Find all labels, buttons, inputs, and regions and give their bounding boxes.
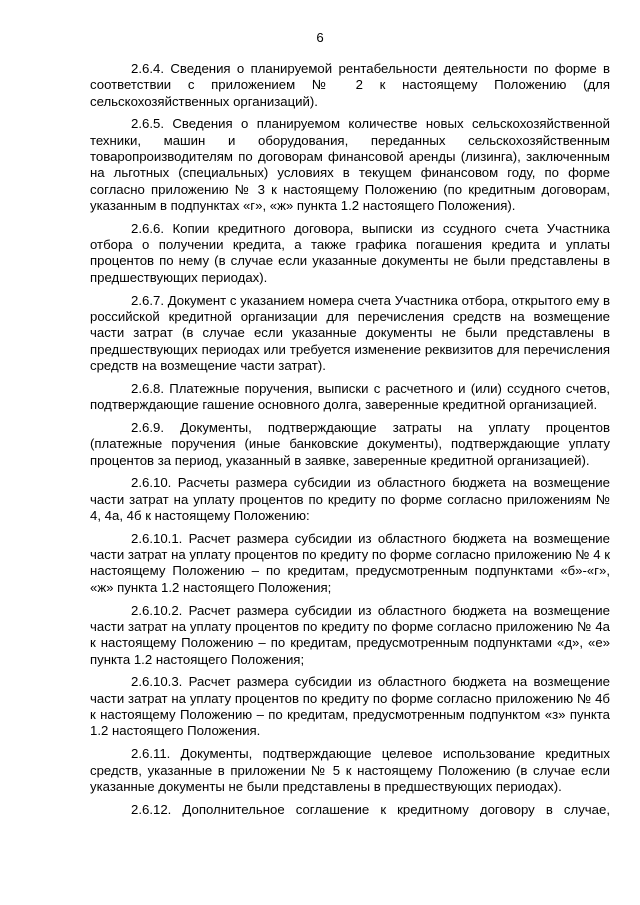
paragraph-2-6-10: 2.6.10. Расчеты размера субсидии из областного бюджета на возмещение части затрат на уплату процентов по кредиту по форме согласно приложениям № 4, 4а, 4б к настоящему Положению:	[90, 475, 610, 523]
document-body	[90, 61, 610, 825]
paragraph-2-6-9: 2.6.9. Документы, подтверждающие затраты на уплату процентов (платежные поручения (иные банковские документы), подтверждающие уплату процентов за период, указанный в заявке, заверенные кредитной организацией).	[90, 419, 610, 468]
paragraph-2-6-4: 2.6.4. Сведения о планируемой рентабельности деятельности по форме в соответствии с приложением № 2 к настоящему Положению (для сельскохозяйственных организаций).	[90, 61, 610, 109]
paragraph-2-6-5: 2.6.5. Сведения о планируемом количестве новых сельскохозяйственной техники, машин и оборудования, переданных сельскохозяйственным товаропроизводителям по договорам финансовой аренды (лизинга), заключенным на льготных (специальных) условиях в текущем финансовом году, по форме согласно приложению № 3 к настоящему Положению (по кредитным договорам, указанным в подпунктах «г», «ж» пункта 1.2 настоящего Положения).	[90, 116, 610, 213]
paragraph-2-6-6: 2.6.6. Копии кредитного договора, выписки из ссудного счета Участника отбора о получении кредита, а также графика погашения кредита и уплаты процентов по нему (в случае если указанные документы не были представлены в предшествующих периодах).	[90, 220, 610, 285]
paragraph-2-6-10-3: 2.6.10.3. Расчет размера субсидии из областного бюджета на возмещение части затрат на уплату процентов по кредиту по форме согласно приложению № 4б к настоящему Положению – по кредитам, предусмотренным подпунктом «з» пункта 1.2 настоящего Положения.	[90, 674, 610, 739]
paragraph-2-6-12: 2.6.12. Дополнительное соглашение к кредитному договору в случае,	[131, 801, 610, 817]
paragraph-2-6-10-2: 2.6.10.2. Расчет размера субсидии из областного бюджета на возмещение части затрат на уплату процентов по кредиту по форме согласно приложению № 4а к настоящему Положению – по кредитам, предусмотренным подпунктами «д», «е» пункта 1.2 настоящего Положения;	[90, 602, 610, 667]
paragraph-2-6-11: 2.6.11. Документы, подтверждающие целевое использование кредитных средств, указанные в приложении № 5 к настоящему Положению (в случае если указанные документы не были представлены в предшествующих периодах).	[90, 746, 610, 794]
paragraph-2-6-8: 2.6.8. Платежные поручения, выписки с расчетного и (или) ссудного счетов, подтверждающие гашение основного долга, заверенные кредитной организацией.	[90, 380, 610, 413]
page-number: 6	[316, 30, 324, 45]
paragraph-2-6-10-1: 2.6.10.1. Расчет размера субсидии из областного бюджета на возмещение части затрат на уплату процентов по кредиту по форме согласно приложению № 4 к настоящему Положению – по кредитам, предусмотренным подпунктами «б»-«г», «ж» пункта 1.2 настоящего Положения;	[90, 530, 610, 595]
paragraph-2-6-7: 2.6.7. Документ с указанием номера счета Участника отбора, открытого ему в российской кредитной организации для перечисления средств на возмещение части затрат (в случае если указанные документы не были представлены в предшествующих периодах или требуется изменение реквизитов для перечисления средств на возмещение части затрат).	[90, 292, 610, 373]
